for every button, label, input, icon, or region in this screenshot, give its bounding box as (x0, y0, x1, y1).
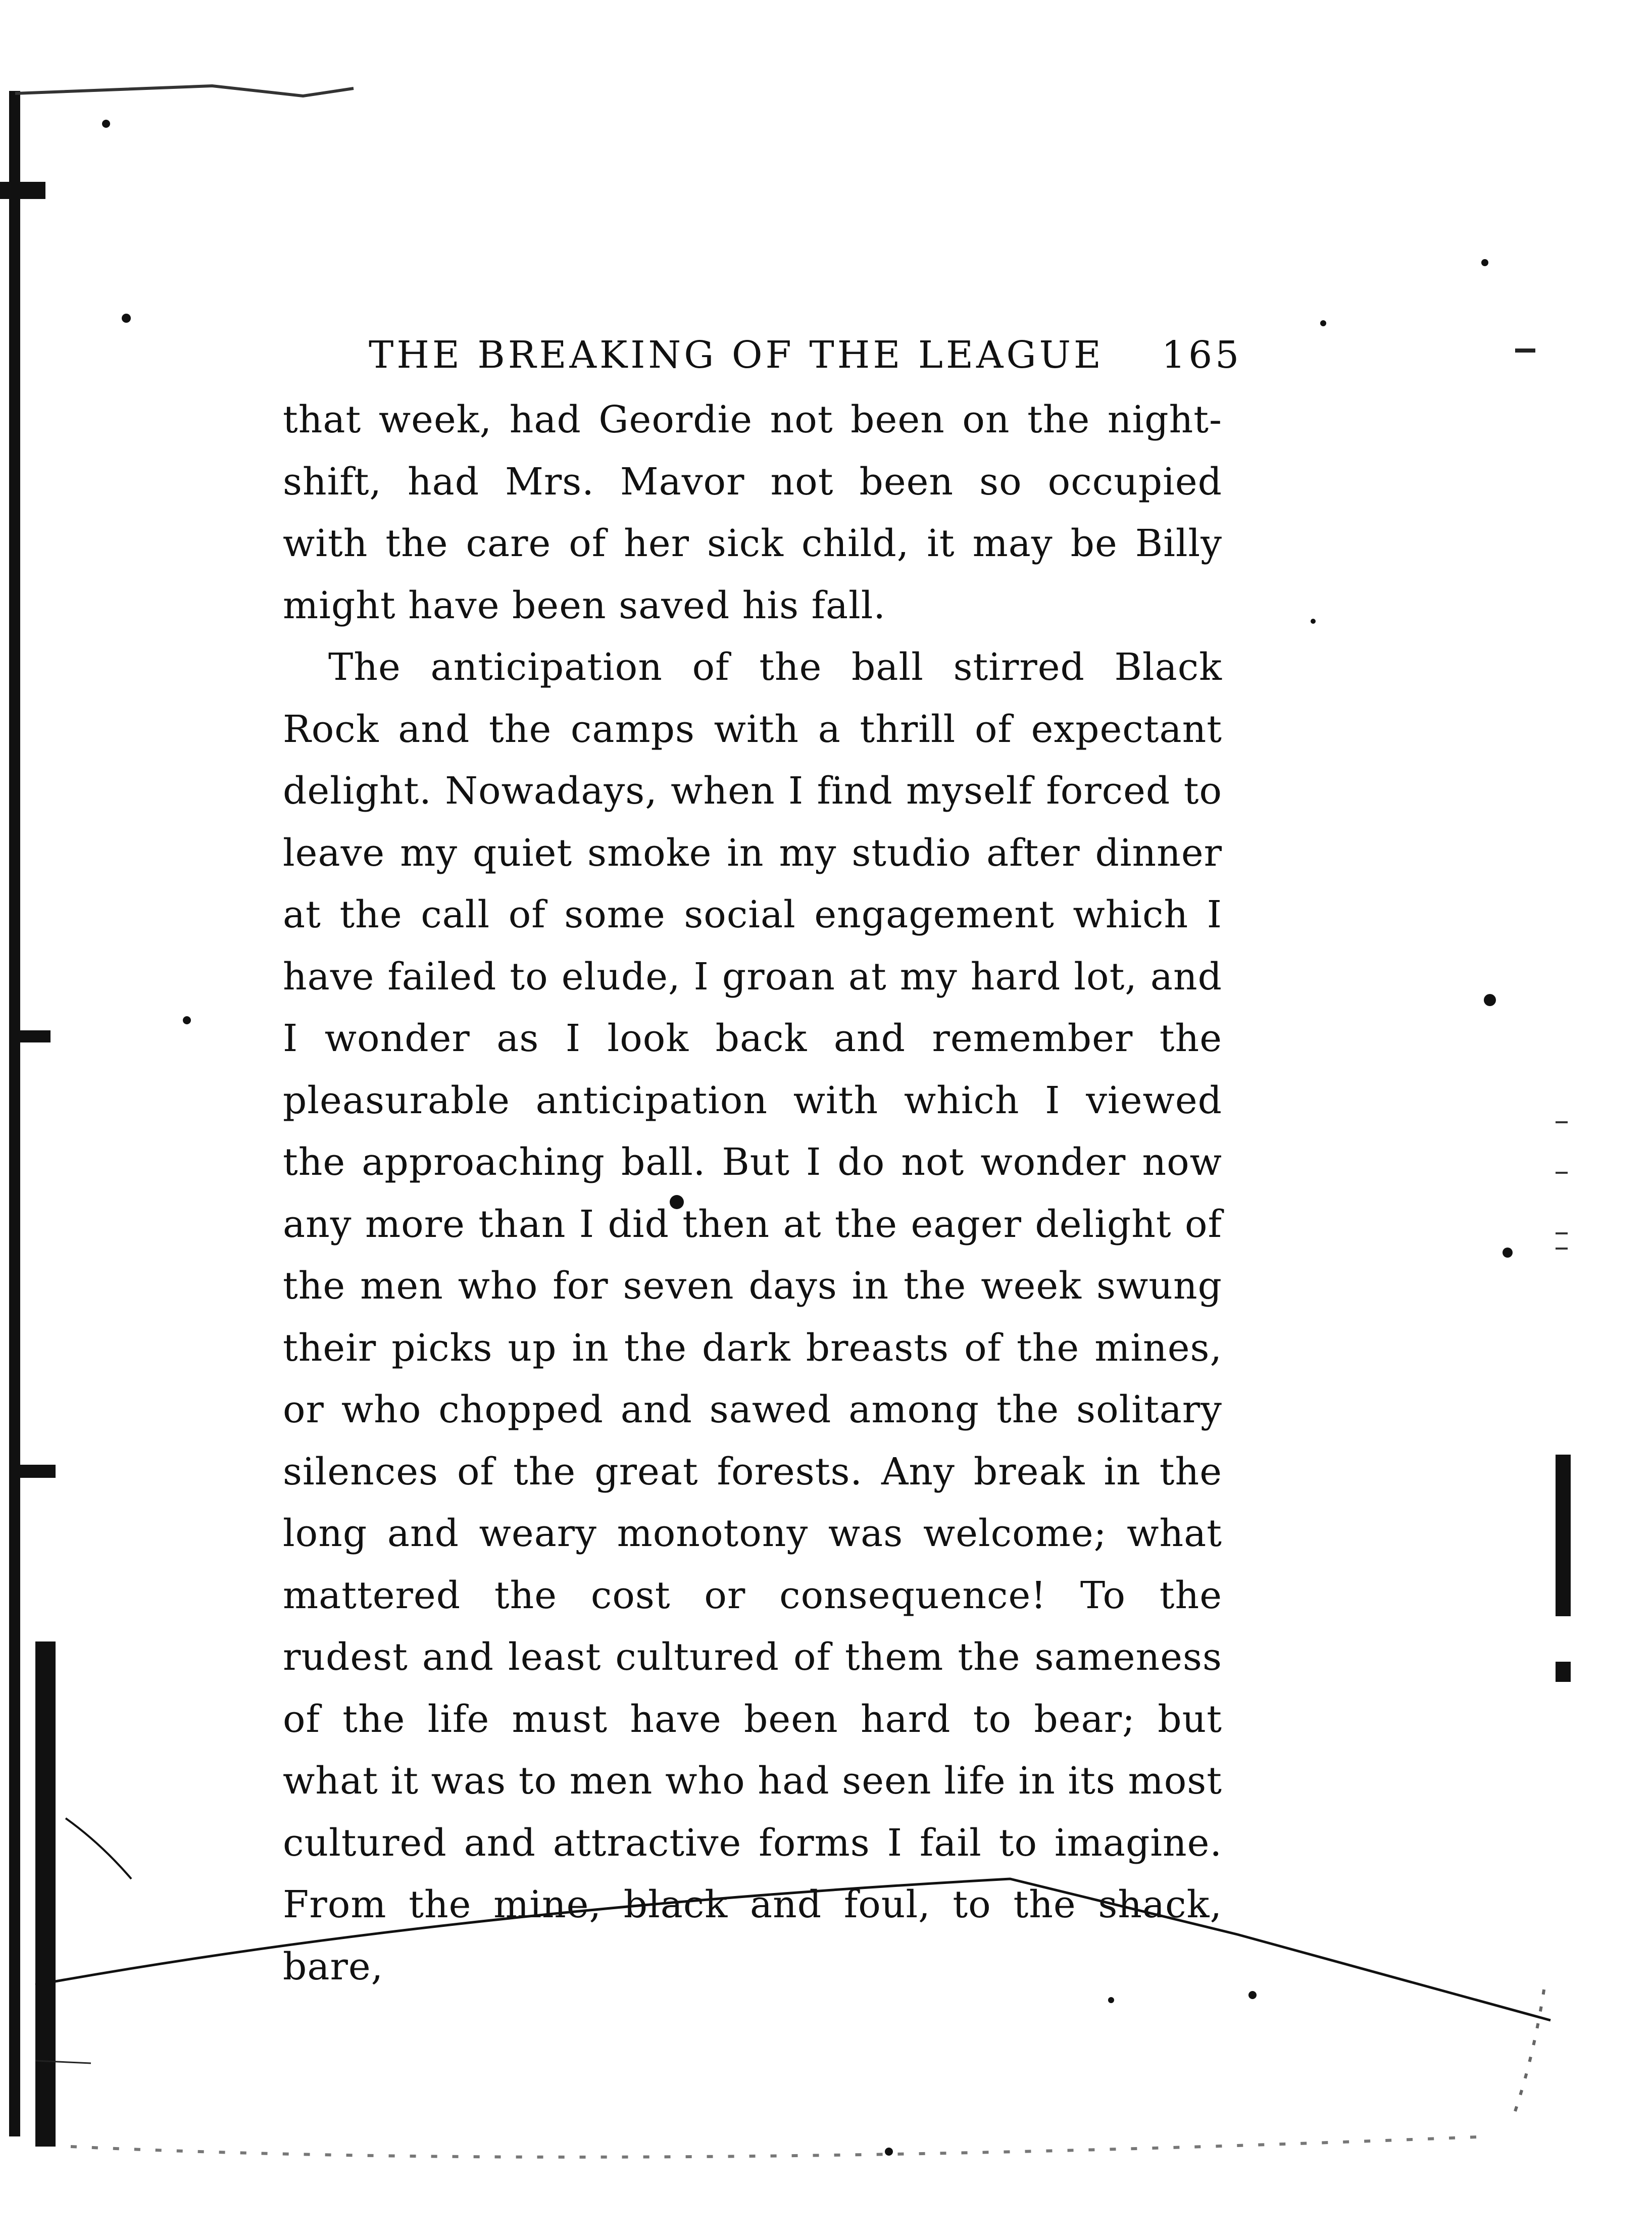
running-head-title: THE BREAKING OF THE LEAGUE (369, 333, 1104, 377)
right-edge-marks (1556, 1455, 1571, 1616)
binding-edge-thick (35, 1641, 56, 2147)
paragraph-continued: that week, had Geordie not been on the night-shift, had Mrs. Mavor not been so occupied with the care of her sick child, it may be Billy might have been saved his fall. (283, 398, 1222, 627)
body-text (283, 389, 1222, 1998)
page-number: 165 (1162, 333, 1242, 377)
book-page (283, 323, 1242, 1998)
binding-edge (9, 91, 20, 2136)
paragraph: The anticipation of the ball stirred Black Rock and the camps with a thrill of expectant delight. Nowadays, when I find myself forced to leave my quiet smoke in my studio after dinner at the call of some social engagement which I have failed to elude, I groan at my hard lot, and I wonder as I look back and remember the pleasurable anticipation with which I viewed the approaching ball. But I do not wonder now any more than I did then at the eager delight of the men who for seven days in the week swung their picks up in the dark breasts of the mines, or who chopped and sawed among the solitary silences of the great forests. Any break in the long and weary monotony was welcome; what mattered the cost or consequence! To the rudest and least cultured of them the sameness of the life must have been hard to bear; but what it was to men who had seen life in its most cultured and attractive forms I fail to imagine. From the mine, black and foul, to the shack, bare, (283, 645, 1222, 1988)
running-head (283, 323, 1242, 384)
